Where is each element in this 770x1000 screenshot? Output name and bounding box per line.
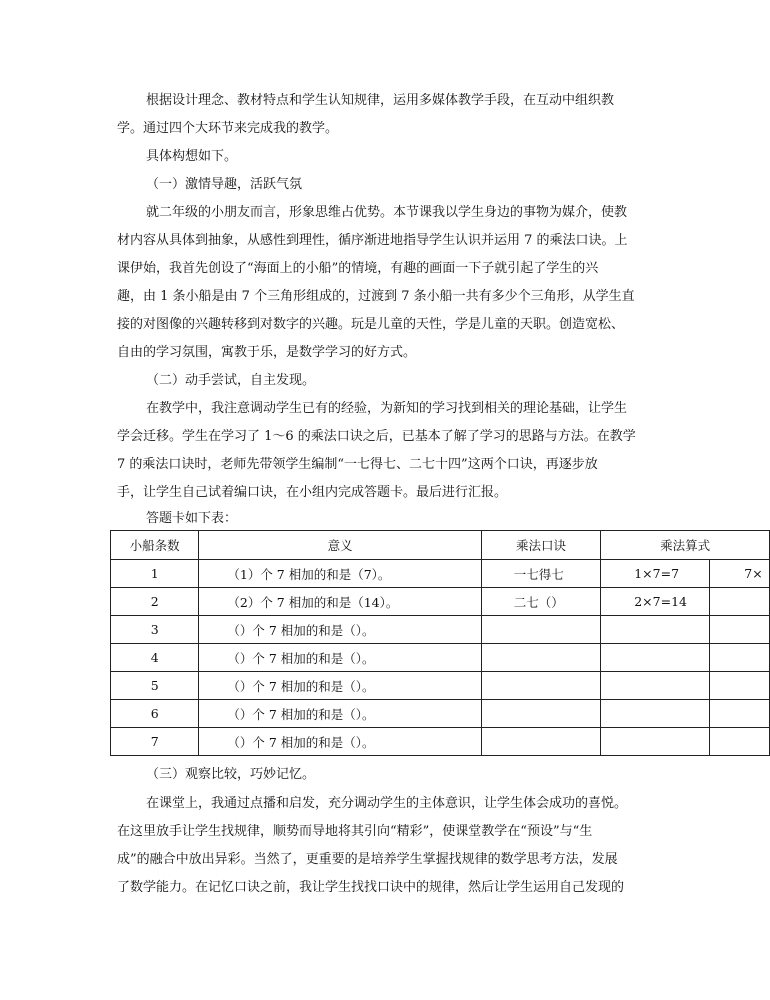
cell-rhyme: [481, 728, 600, 756]
cell-rhyme: [481, 644, 600, 672]
cell-equation: 2×7=14: [601, 588, 710, 616]
paragraph-line: 了数学能力。在记忆口诀之前，我让学生找找口诀中的规律，然后让学生运用自己发现的: [117, 880, 625, 895]
cell-rhyme: [481, 616, 600, 644]
cell-equation-2: [710, 588, 770, 616]
paragraph-line: 自由的学习氛围，寓教于乐，是数学学习的好方式。: [117, 345, 417, 360]
paragraph-line: 具体构想如下。: [146, 149, 238, 164]
table-caption: 答题卡如下表：: [146, 511, 238, 526]
paragraph-line: 在课堂上，我通过点播和启发，充分调动学生的主体意识，让学生体会成功的喜悦。: [146, 796, 628, 811]
header-rhyme: 乘法口诀: [481, 531, 600, 560]
cell-boat-count: 6: [111, 700, 199, 728]
section-heading: （一）激情导趣，活跃气氛: [146, 177, 303, 192]
cell-boat-count: 1: [111, 560, 199, 588]
table-row: [111, 728, 770, 756]
cell-meaning: （）个 7 相加的和是（）。: [199, 672, 481, 700]
table-row: [111, 560, 770, 588]
paragraph-line: 学。通过四个大环节来完成我的教学。: [117, 121, 339, 136]
cell-rhyme: 一七得七: [481, 560, 600, 588]
cell-equation: [601, 672, 710, 700]
cell-equation-2: [710, 672, 770, 700]
cell-meaning: （）个 7 相加的和是（）。: [199, 616, 481, 644]
cell-equation-2: 7×: [710, 560, 770, 588]
cell-meaning: （）个 7 相加的和是（）。: [199, 700, 481, 728]
cell-equation: 1×7=7: [601, 560, 710, 588]
paragraph-line: 接的对图像的兴趣转移到对数字的兴趣。玩是儿童的天性，学是儿童的天职。创造宽松、: [117, 317, 625, 332]
paragraph-line: 课伊始，我首先创设了“海面上的小船”的情境，有趣的画面一下子就引起了学生的兴: [117, 261, 599, 276]
cell-equation: [601, 616, 710, 644]
cell-boat-count: 7: [111, 728, 199, 756]
cell-rhyme: [481, 672, 600, 700]
section-heading: （三）观察比较，巧妙记忆。: [146, 767, 316, 782]
cell-equation: [601, 700, 710, 728]
cell-meaning: （1）个 7 相加的和是（7）。: [199, 560, 481, 588]
cell-boat-count: 5: [111, 672, 199, 700]
table-row: [111, 616, 770, 644]
paragraph-line: 根据设计理念、教材特点和学生认知规律，运用多媒体教学手段，在互动中组织教: [146, 93, 615, 108]
table-row: [111, 700, 770, 728]
cell-equation-2: [710, 728, 770, 756]
paragraph-line: 趣，由 1 条小船是由 7 个三角形组成的，过渡到 7 条小船一共有多少个三角形，从学生直: [117, 289, 635, 304]
cell-equation-2: [710, 616, 770, 644]
cell-boat-count: 3: [111, 616, 199, 644]
cell-equation: [601, 644, 710, 672]
cell-boat-count: 2: [111, 588, 199, 616]
cell-meaning: （）个 7 相加的和是（）。: [199, 728, 481, 756]
cell-equation-2: [710, 644, 770, 672]
cell-equation: [601, 728, 710, 756]
answer-card-table: [110, 530, 770, 756]
table-row: [111, 644, 770, 672]
paragraph-line: 成”的融合中放出异彩。当然了，更重要的是培养学生掌握找规律的数学思考方法，发展: [117, 852, 618, 867]
header-meaning: 意义: [199, 531, 481, 560]
paragraph-line: 手，让学生自己试着编口诀，在小组内完成答题卡。最后进行汇报。: [117, 485, 508, 500]
cell-meaning: （）个 7 相加的和是（）。: [199, 644, 481, 672]
paragraph-line: 7 的乘法口诀时，老师先带领学生编制“一七得七、二七十四”这两个口诀，再逐步放: [117, 457, 598, 472]
table-row: [111, 588, 770, 616]
header-equation: 乘法算式: [601, 531, 770, 560]
cell-equation-2: [710, 700, 770, 728]
paragraph-line: 学会迁移。学生在学习了 1～6 的乘法口诀之后，已基本了解了学习的思路与方法。在教学: [117, 429, 636, 444]
cell-rhyme: [481, 700, 600, 728]
section-heading: （二）动手尝试，自主发现。: [146, 373, 316, 388]
paragraph-line: 材内容从具体到抽象，从感性到理性，循序渐进地指导学生认识并运用 7 的乘法口诀。上: [117, 233, 628, 248]
table-header-row: [111, 531, 770, 560]
cell-boat-count: 4: [111, 644, 199, 672]
paragraph-line: 在这里放手让学生找规律，顺势而导地将其引向“精彩”，使课堂教学在“预设”与“生: [117, 824, 593, 839]
cell-meaning: （2）个 7 相加的和是（14）。: [199, 588, 481, 616]
paragraph-line: 在教学中，我注意调动学生已有的经验，为新知的学习找到相关的理论基础，让学生: [146, 401, 628, 416]
cell-rhyme: 二七（）: [481, 588, 600, 616]
paragraph-line: 就二年级的小朋友而言，形象思维占优势。本节课我以学生身边的事物为媒介，使教: [146, 205, 628, 220]
table-row: [111, 672, 770, 700]
header-boat-count: 小船条数: [111, 531, 199, 560]
